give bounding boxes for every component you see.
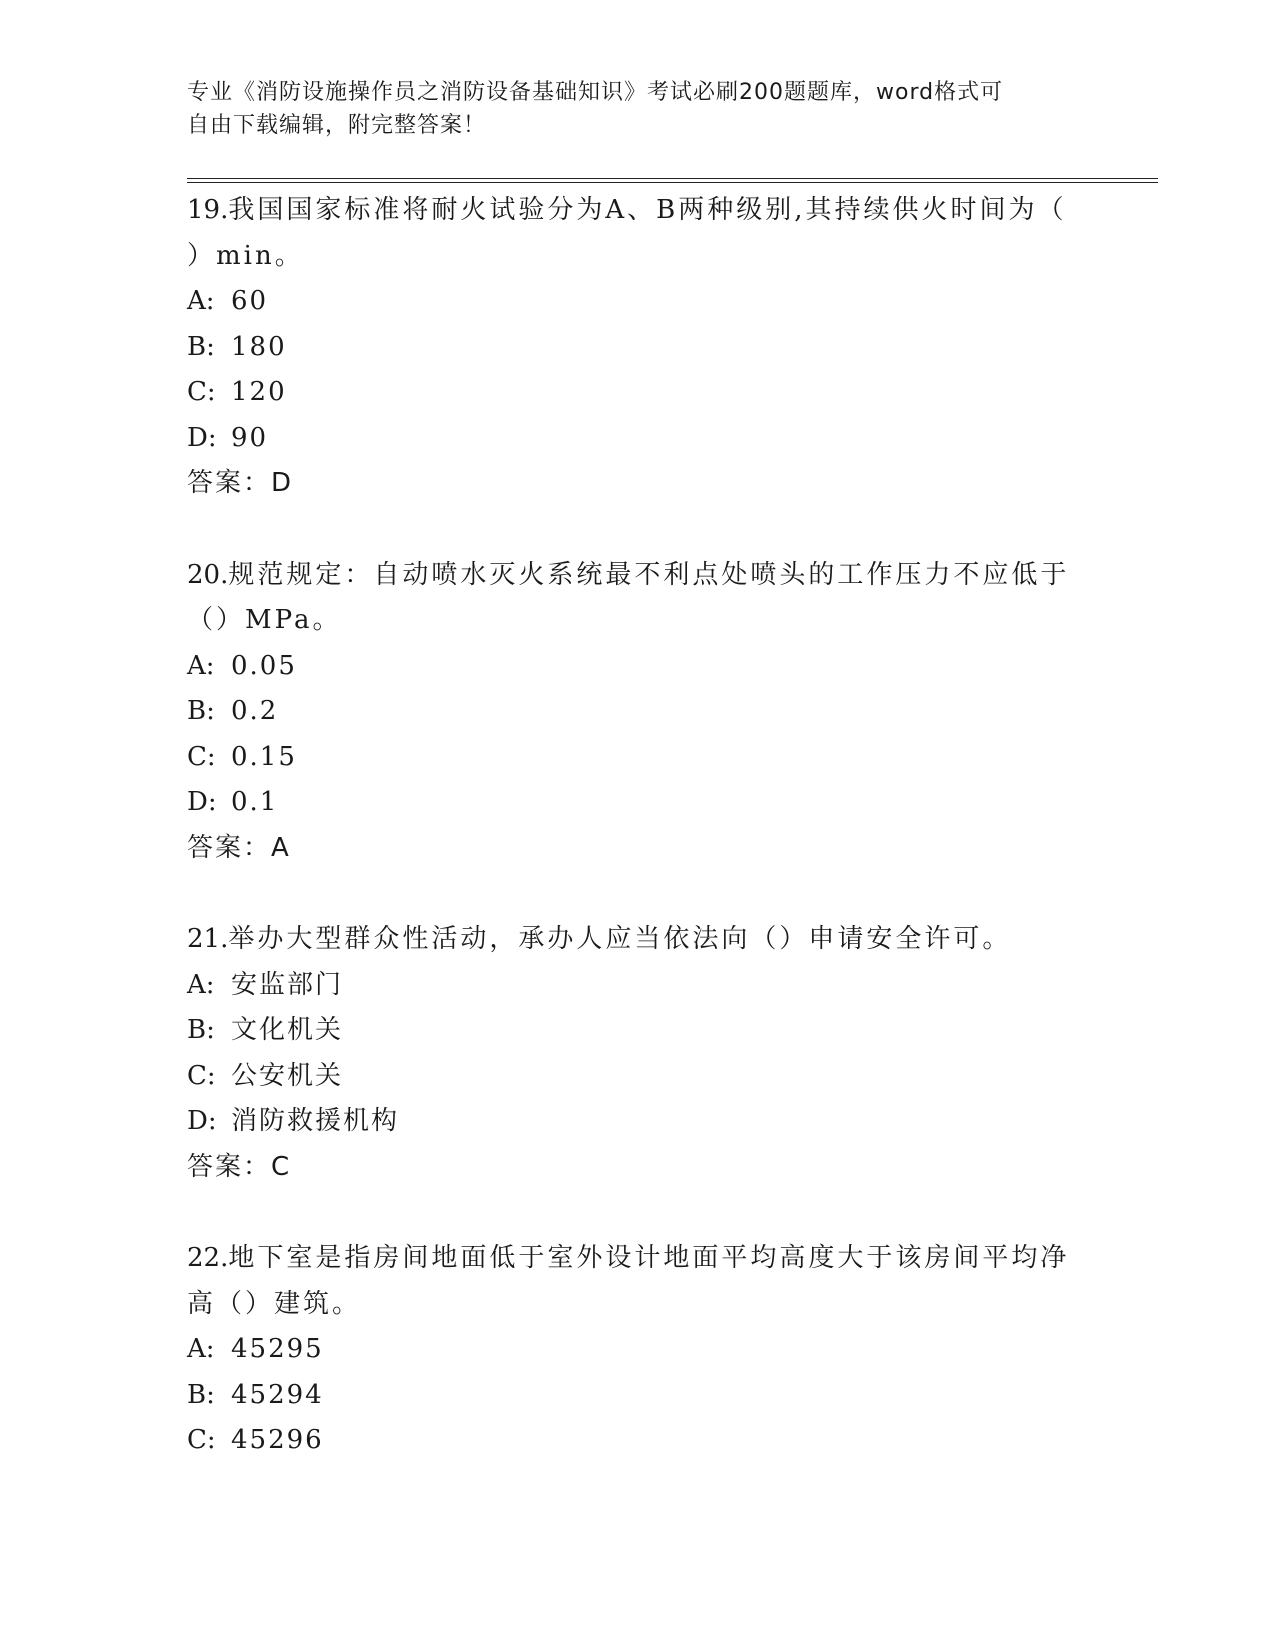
- question-19: [187, 188, 1087, 507]
- option-value: 0.15: [231, 741, 297, 772]
- answer-text: 答案：D: [187, 468, 294, 498]
- option-value: 45296: [231, 1425, 324, 1455]
- option-key: B:: [187, 1379, 215, 1410]
- option-b: [187, 689, 1087, 735]
- question-text-line-2: 高（）建筑。: [187, 1288, 362, 1319]
- option-key: B:: [187, 331, 215, 362]
- question-number: 20.: [187, 559, 229, 590]
- question-text-line-2: ）min。: [187, 240, 304, 271]
- option-c: [187, 1054, 1087, 1100]
- question-22: [187, 1236, 1087, 1464]
- answer-text: 答案：A: [187, 832, 291, 863]
- question-text-line-1: 举办大型群众性活动，承办人应当依法向（）申请安全许可。: [228, 924, 1012, 954]
- option-key: C:: [187, 377, 216, 407]
- option-key: B:: [187, 1015, 215, 1045]
- option-value: 安监部门: [231, 969, 344, 1000]
- option-b: [187, 1373, 1087, 1419]
- question-text-line-2: （）MPa。: [187, 605, 342, 635]
- option-key: D:: [187, 787, 217, 817]
- question-number: 19.: [187, 195, 229, 225]
- option-c: [187, 1418, 1087, 1464]
- question-text: [187, 188, 1087, 234]
- option-a: [187, 963, 1087, 1009]
- option-d: [187, 780, 1087, 826]
- option-c: [187, 735, 1087, 781]
- option-key: C:: [187, 741, 216, 772]
- option-key: A:: [187, 969, 215, 1000]
- document-header: [187, 76, 1087, 142]
- option-a: [187, 1327, 1087, 1373]
- question-list: [187, 188, 1087, 1510]
- option-key: D:: [187, 1106, 217, 1136]
- question-text-line-1: 我国国家标准将耐火试验分为A、B两种级别,其持续供火时间为（: [228, 195, 1067, 225]
- option-key: C:: [187, 1060, 216, 1091]
- option-key: A:: [187, 1334, 215, 1364]
- header-divider-top: [187, 178, 1158, 179]
- question-20: [187, 553, 1087, 872]
- header-title-line-1: 专业《消防设施操作员之消防设备基础知识》考试必刷200题题库，word格式可: [187, 80, 1004, 105]
- option-key: A:: [187, 650, 215, 681]
- question-number: 22.: [187, 1243, 229, 1273]
- option-value: 90: [231, 422, 269, 453]
- question-21: [187, 917, 1087, 1190]
- option-a: [187, 644, 1087, 690]
- option-value: 0.05: [231, 650, 297, 681]
- option-a: [187, 279, 1087, 325]
- option-b: [187, 1008, 1087, 1054]
- option-value: 120: [231, 377, 287, 407]
- option-key: D:: [187, 422, 217, 453]
- question-text-line-1: 地下室是指房间地面低于室外设计地面平均高度大于该房间平均净: [228, 1243, 1070, 1273]
- option-value: 消防救援机构: [231, 1106, 400, 1136]
- question-text: [187, 1236, 1087, 1282]
- option-value: 0.1: [231, 787, 279, 817]
- question-number: 21.: [187, 924, 229, 954]
- option-value: 60: [231, 286, 269, 316]
- question-text: [187, 553, 1087, 599]
- option-value: 45294: [231, 1379, 324, 1410]
- option-key: A:: [187, 286, 215, 316]
- question-text: [187, 917, 1087, 963]
- question-text-line-1: 规范规定：自动喷水灭火系统最不利点处喷头的工作压力不应低于: [228, 559, 1070, 590]
- option-value: 公安机关: [231, 1060, 344, 1091]
- option-key: C:: [187, 1425, 216, 1455]
- option-value: 180: [231, 331, 287, 362]
- option-value: 45295: [231, 1334, 324, 1364]
- option-d: [187, 416, 1087, 462]
- header-divider-bottom: [187, 182, 1158, 183]
- option-value: 文化机关: [231, 1015, 344, 1045]
- option-key: B:: [187, 696, 215, 726]
- option-b: [187, 325, 1087, 371]
- header-title-line-2: 自由下载编辑，附完整答案！: [187, 113, 487, 138]
- option-d: [187, 1099, 1087, 1145]
- option-value: 0.2: [231, 696, 279, 726]
- answer-text: 答案：C: [187, 1151, 292, 1182]
- option-c: [187, 370, 1087, 416]
